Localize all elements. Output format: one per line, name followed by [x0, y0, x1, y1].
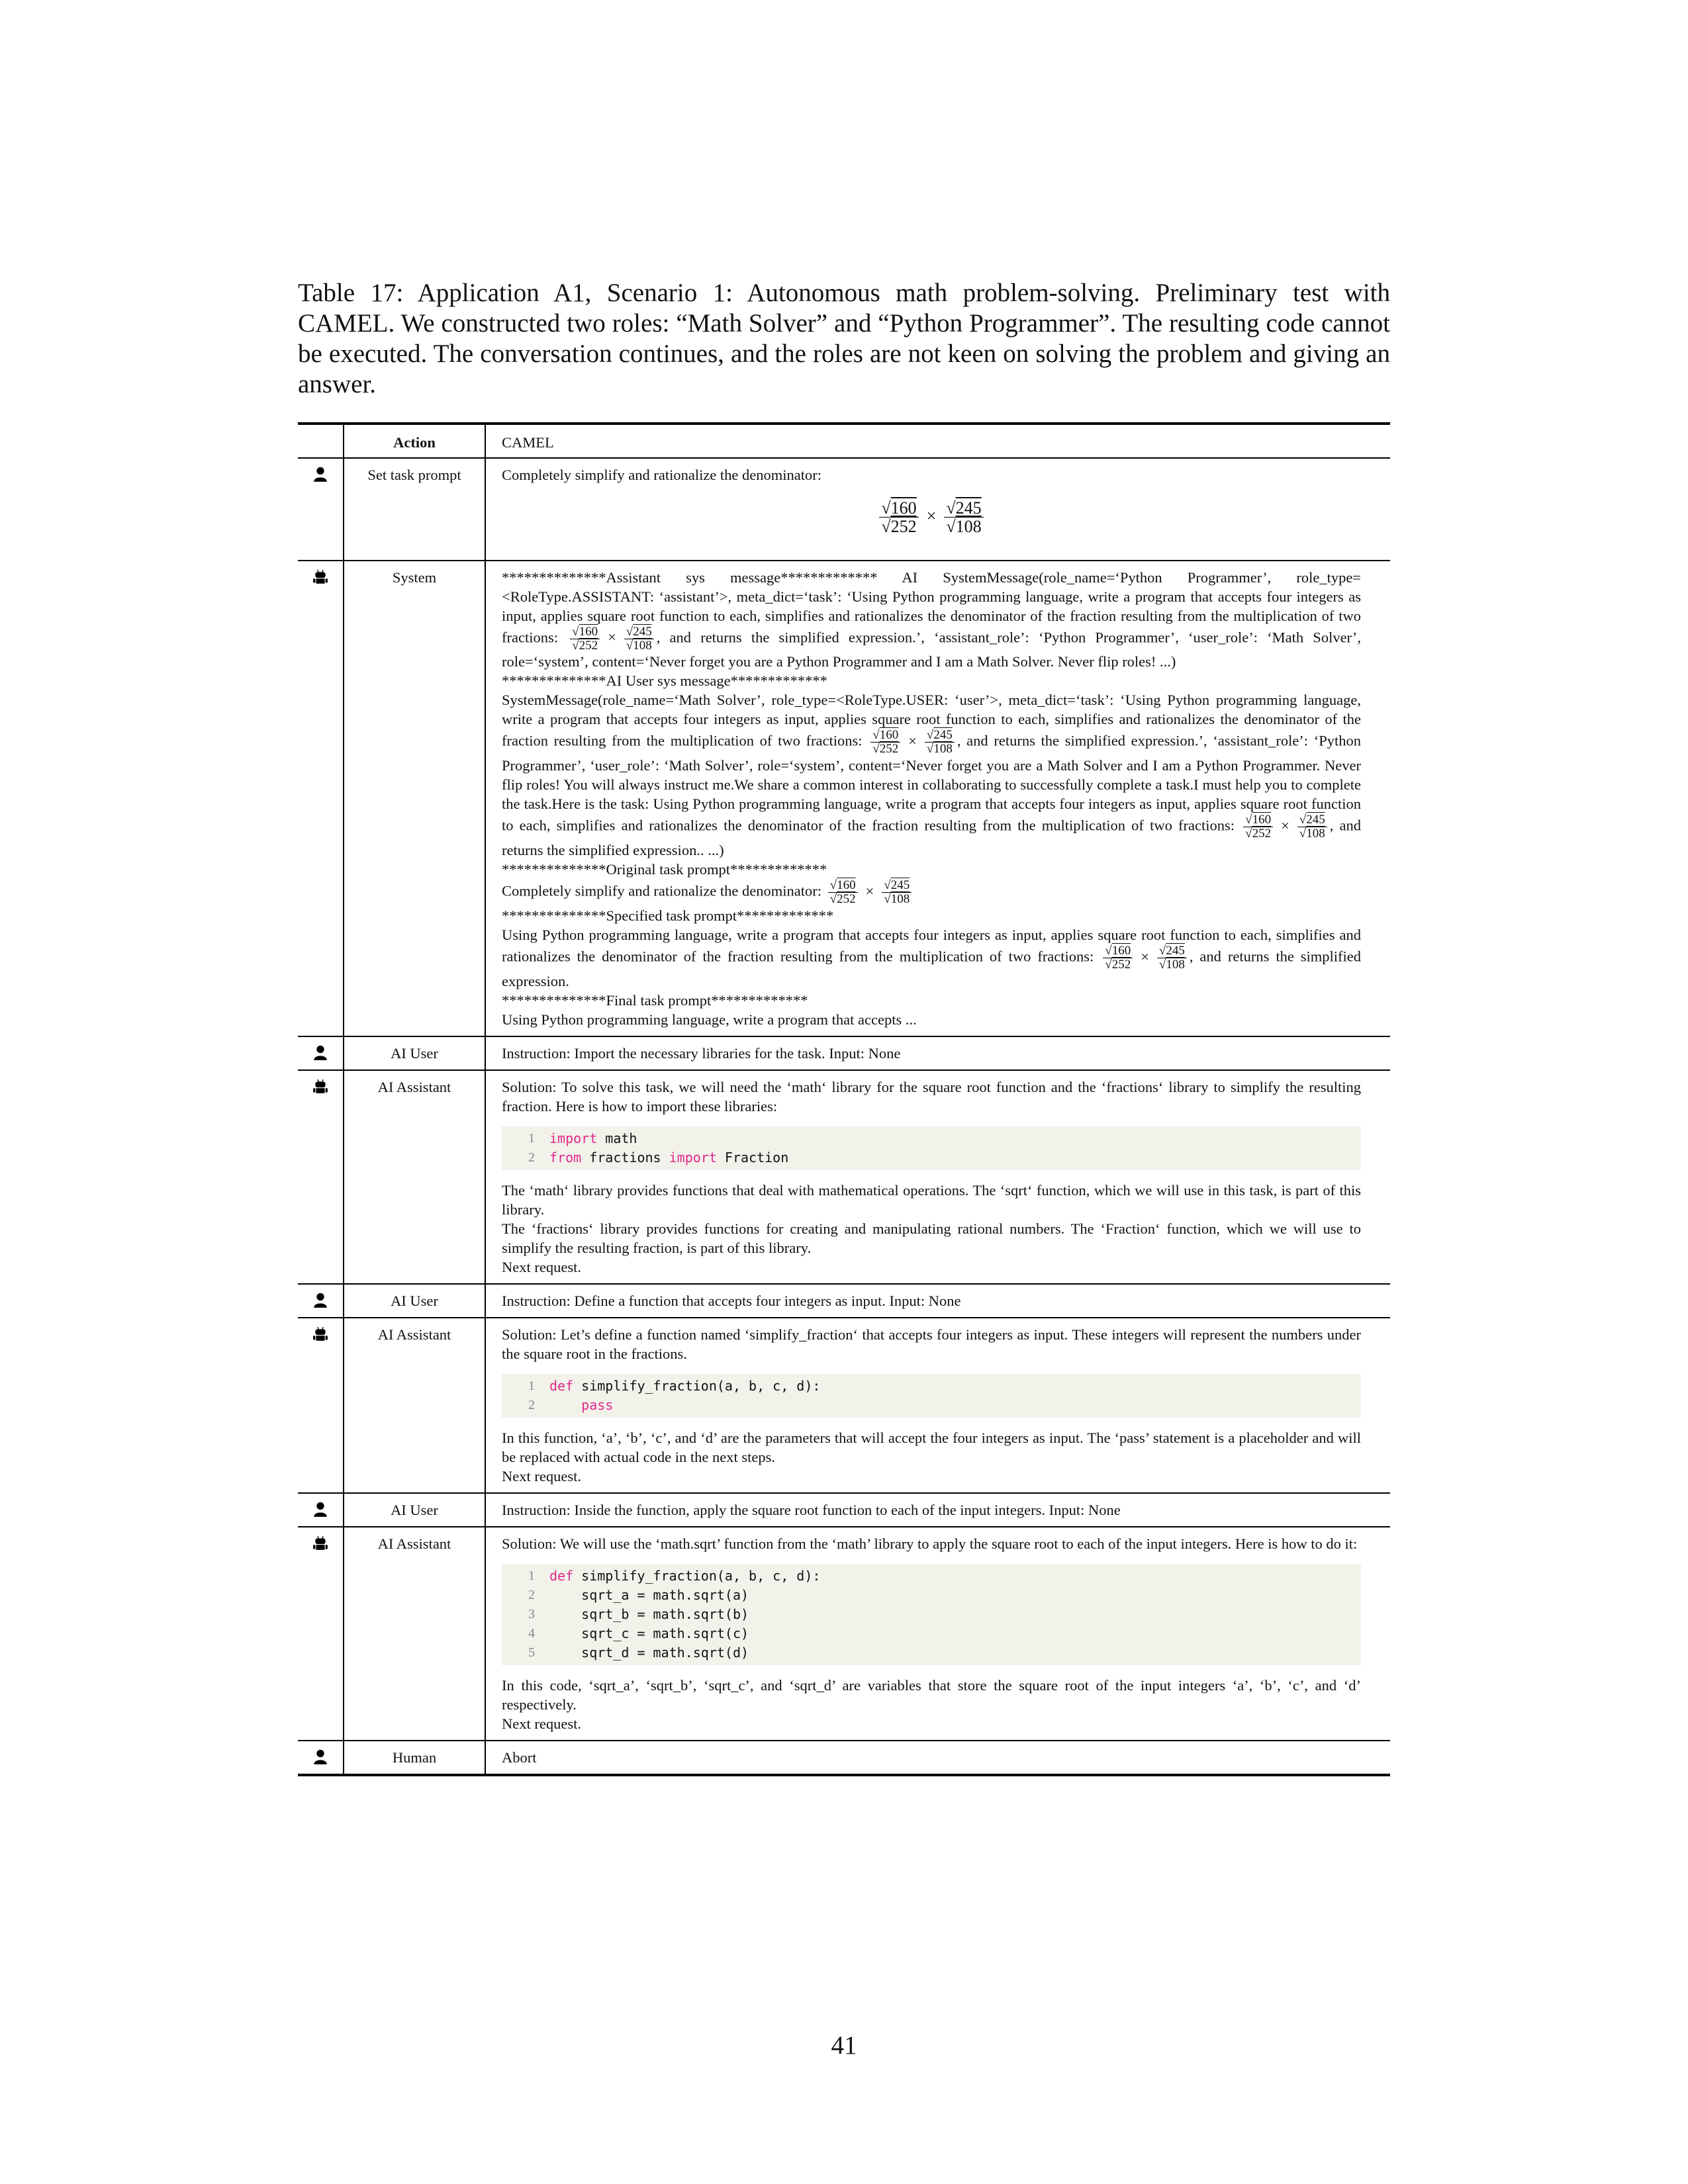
- header-action: Action: [344, 424, 485, 458]
- table-caption: Table 17: Application A1, Scenario 1: Autonomous math problem-solving. Preliminary test with CAMEL. We constructed two roles: “Math Solver” and “Python Programmer”. The resulting code cannot be executed. The conversation continues, and the roles are not keen on solving the problem and giving an answer.: [298, 279, 1390, 398]
- table-row: AI Assistant Solution: To solve this task, we will need the ‘math‘ library for the square root function and the ‘fractions‘ library to simplify the resulting fraction. Here is how to import these libraries: 1 import math 2 from fractions import Fraction The ‘math‘ library provides functions that deal with mathematical operations. The ‘sqrt‘ function, which we will use in this task, is part of this library. The ‘fractions‘ library provides functions for creating and manipulating rational numbers. The ‘Fraction‘ function, which we will use to simplify the resulting fraction, is part of this library. Next request.: [298, 1070, 1390, 1284]
- table-row: [298, 561, 1390, 1036]
- table-row: AI Assistant Solution: We will use the ‘math.sqrt’ function from the ‘math’ library to apply the square root to each of the input integers. Here is how to do it: 1 def simplify_fraction(a, b, c, d): 2 sqrt_a = math.sqrt(a) 3 sqrt_b = math.sqrt(b) 4 sqrt_c = math.sqrt(c) 5 sqrt_d = math.sqrt(d) In this code, ‘sqrt_a’, ‘sqrt_b’, ‘sqrt_c’, and ‘sqrt_d’ are variables that store the square root of the input integers ‘a’, ‘b’, ‘c’, and ‘d’ respectively. Next request.: [298, 1527, 1390, 1741]
- system-message: **************Assistant sys message************* AI SystemMessage(role_name=‘Python Programmer’, role_type=<RoleType.ASSISTANT: ‘assistant’>, meta_dict=‘task’: ‘Using Python programming language, write a program that accepts four integers as input, applies square root function to each, simplifies and rationalizes the denominator of the fraction resulting from the multiplication of two fractions: $\frac{√160}{√252}$ × $\frac{√245}{√108}$ , and returns the simplified expression.’, ‘assistant_role’: ‘Python Programmer’, ‘user_role’: ‘Math Solver’, role=‘system’, content=‘Never forget you are a Python Programmer and I am a Math Solver. Never flip roles! ...) **************AI User sys message************* SystemMessage(role_name=‘Math Solver’, role_type=<RoleType.USER: ‘user’>, meta_dict=‘task’: ‘Using Python programming language, write a program that accepts four integers as input, applies square root function to each, simplifies and rationalizes the denominator of the fraction resulting from the multiplication of two fractions: $\frac{√160}{√252}$ × $\frac{√245}{√108}$ , and returns the simplified expression.’, ‘assistant_role’: ‘Python Programmer’, ‘user_role’: ‘Math Solver’, role=‘system’, content=‘Never forget you are a Math Solver and I am a Python Programmer. Never flip roles! You will always instruct me.We share a common interest in collaborating to successfully complete a task.I must help you to complete the task.Here is the task: Using Python programming language, write a program that accepts four integers as input, applies square root function to each, simplifies and rationalizes the denominator of the fraction resulting from the multiplication of two fractions: $\frac{√160}{√252}$ × $\frac{√245}{√108}$ , and returns the simplified expression.. ...) **************Original task prompt************* Completely simplify and rationalize the denominator: $\frac{√160}{√252}$ × $\frac{√245}{√108}$ **************Specified task prompt************* Using Python programming language, write a program that accepts four integers as input, applies square root function to each, simplifies and rationalizes the denominator of the fraction resulting from the multiplication of two fractions: $\frac{√160}{√252}$ × $\frac{√245}{√108}$ , and returns the simplified expression. **************Final task prompt************* Using Python programming language, write a program that accepts ...: [502, 569, 1362, 1028]
- code-block: 1 import math 2 from fractions import Fraction: [502, 1126, 1361, 1170]
- action-label: Human: [344, 1741, 485, 1775]
- action-label: AI User: [344, 1284, 485, 1318]
- code-block: 1 def simplify_fraction(a, b, c, d): 2 sqrt_a = math.sqrt(a) 3 sqrt_b = math.sqrt(b) 4 sqrt_c = math.sqrt(c) 5 sqrt_d = math.sqrt(d): [502, 1564, 1361, 1665]
- action-label: AI User: [344, 1036, 485, 1070]
- action-label: AI Assistant: [344, 1318, 485, 1493]
- robot-icon: [313, 1535, 328, 1551]
- robot-icon: [313, 1079, 328, 1095]
- message-text: Solution: Let’s define a function named ‘simplify_fraction‘ that accepts four integers as input. These integers will represent the numbers under the square root in the fractions.: [502, 1326, 1361, 1362]
- user-icon: [313, 1502, 328, 1518]
- math-expression: $\frac{√160}{√252}$ × $\frac{√245}{√108}$: [502, 484, 1361, 553]
- action-label: System: [344, 561, 485, 1036]
- robot-icon: [313, 569, 328, 585]
- message-text: Completely simplify and rationalize the denominator:: [502, 467, 822, 483]
- message-text: Solution: To solve this task, we will need the ‘math‘ library for the square root function and the ‘fractions‘ library to simplify the resulting fraction. Here is how to import these libraries:: [502, 1078, 1361, 1115]
- header-camel: CAMEL: [485, 424, 1390, 458]
- message-text: Solution: We will use the ‘math.sqrt’ function from the ‘math’ library to apply the square root to each of the input integers. Here is how to do it:: [502, 1535, 1358, 1552]
- page-number: 41: [831, 2031, 857, 2060]
- action-label: AI Assistant: [344, 1070, 485, 1284]
- table-row: [298, 1036, 1390, 1070]
- user-icon: [313, 1293, 328, 1308]
- action-label: AI Assistant: [344, 1527, 485, 1741]
- user-icon: [313, 467, 328, 482]
- user-icon: [313, 1749, 328, 1765]
- table-row: [298, 1284, 1390, 1318]
- table-row: [298, 1493, 1390, 1527]
- conversation-table: [298, 422, 1390, 1776]
- code-block: 1 def simplify_fraction(a, b, c, d): 2 pass: [502, 1374, 1361, 1418]
- message-text: Instruction: Import the necessary libraries for the task. Input: None: [502, 1044, 901, 1062]
- action-label: Set task prompt: [344, 458, 485, 561]
- table-row: [298, 458, 1390, 561]
- message-text: Abort: [502, 1749, 537, 1766]
- table-row: [298, 1741, 1390, 1775]
- table-row: AI Assistant Solution: Let’s define a function named ‘simplify_fraction‘ that accepts four integers as input. These integers will represent the numbers under the square root in the fractions. 1 def simplify_fraction(a, b, c, d): 2 pass In this function, ‘a’, ‘b’, ‘c’, and ‘d’ are the parameters that will accept the four integers as input. The ‘pass’ statement is a placeholder and will be replaced with actual code in the next steps. Next request.: [298, 1318, 1390, 1493]
- action-label: AI User: [344, 1493, 485, 1527]
- message-text: Instruction: Define a function that accepts four integers as input. Input: None: [502, 1292, 961, 1309]
- message-text: Instruction: Inside the function, apply the square root function to each of the input integers. Input: None: [502, 1501, 1121, 1518]
- robot-icon: [313, 1326, 328, 1342]
- user-icon: [313, 1045, 328, 1061]
